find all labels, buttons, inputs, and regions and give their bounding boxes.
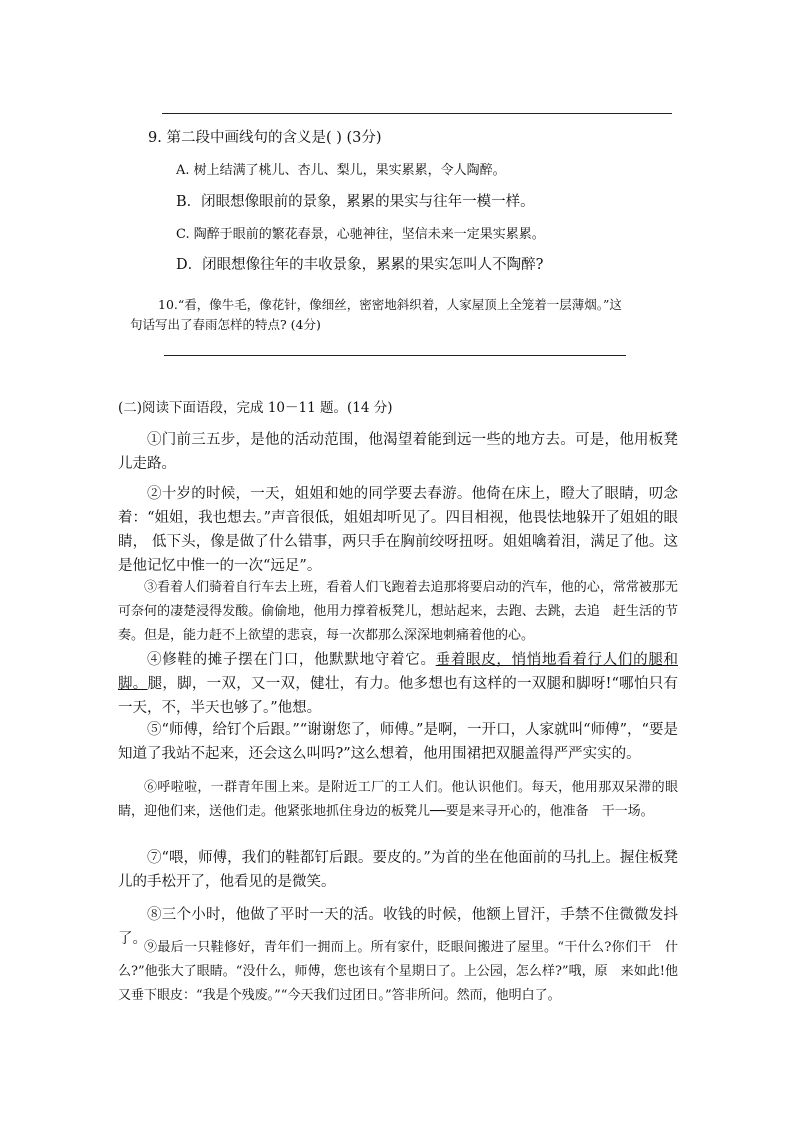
paragraph-4-start: ④修鞋的摊子摆在门口，他默默地守着它。 (147, 652, 436, 668)
q9-option-c: C. 陶醉于眼前的繁花春景，心驰神往，坚信未来一定果实累累。 (176, 227, 545, 242)
paragraph-5: ⑤“师傅，给钉个后跟。”“谢谢您了，师傅。”是啊，一开口，人家就叫“师傅”，“要是知道了我站不起来，还会这么叫吗?”这么想着，他用围裙把双腿盖得严严实实的。 (118, 722, 678, 762)
paragraph-1: ①门前三五步，是他的活动范围，他渴望着能到远一些的地方去。可是，他用板凳儿走路。 (118, 432, 678, 472)
paragraph-8: ⑧三个小时，他做了平时一天的活。收钱的时候，他额上冒汗，手禁不住微微发抖了。 (118, 907, 678, 947)
q10-line-1: 10.“看，像牛毛，像花针，像细丝，密密地斜织着，人家屋顶上全笼着一层薄烟。”这 (158, 297, 622, 312)
paragraph-3: ③看着人们骑着自行车去上班，看着人们飞跑着去追那将要启动的汽车，他的心，常常被那无可奈何的凄楚浸得发酸。偷偷地，他用力撑着板凳儿，想站起来，去跑、去跳，去追 赶生活的节奏。但是，能力赶不上欲望的悲哀，每一次都那么深深地刺痛着他的心。 (118, 580, 678, 643)
q10-line-2: 句话写出了春雨怎样的特点? (4分) (130, 317, 321, 332)
q9-option-b: B．闭眼想像眼前的景象，累累的果实与往年一模一样。 (176, 194, 535, 210)
answer-line-q10 (164, 355, 626, 356)
paragraph-6: ⑥呼啦啦，一群青年围上来。是附近工厂的工人们。他认识他们。每天，他用那双呆滞的眼睛，迎他们来，送他们走。他紧张地抓住身边的板凳儿──要是来寻开心的，他准备 干一场。 (118, 780, 678, 819)
paragraph-4 (118, 648, 678, 720)
paragraph-2: ②十岁的时候，一天，姐姐和她的同学要去春游。他倚在床上，瞪大了眼睛，叨念着：“姐姐，我也想去。”声音很低，姐姐却听见了。四目相视，他畏怯地躲开了姐姐的眼睛， 低下头，像是做了什么错事，两只手在胸前绞呀扭呀。姐姐噙着泪，满足了他。这是他记忆中惟一的一次“远足”。 (118, 486, 678, 574)
paragraph-9: ⑨最后一只鞋修好，青年们一拥而上。所有家什，眨眼间搬进了屋里。“干什么?你们干 什么?”他张大了眼睛。“没什么，师傅，您也该有个星期日了。上公园，怎么样?”哦，原 来如此!他又垂下眼皮：“我是个残废。”“今天我们过团日。”答非所问。然而，他明白了。 (118, 940, 678, 1003)
underlined-sentence: 垂着眼皮，悄悄地看着行人们的腿和脚。 (118, 652, 679, 692)
q9-option-d: D．闭眼想像往年的丰收景象，累累的果实怎叫人不陶醉? (176, 257, 544, 273)
answer-line-top (162, 113, 672, 114)
q9-option-a: A. 树上结满了桃儿、杏儿、梨儿，果实累累，令人陶醉。 (176, 163, 506, 178)
paragraph-7: ⑦“喂，师傅，我们的鞋都钉后跟。要皮的。”为首的坐在他面前的马扎上。握住板凳儿的手松开了，他看见的是微笑。 (118, 850, 678, 890)
q9-stem: 9. 第二段中画线句的含义是( ) (3分) (148, 130, 382, 146)
paragraph-4-end: 腿，脚，一双，又一双，健壮，有力。他多想也有这样的一双腿和脚呀!“哪怕只有一天，不，半天也够了。”他想。 (118, 676, 678, 716)
section2-heading: (二)阅读下面语段，完成 10－11 题。(14 分) (118, 400, 393, 416)
